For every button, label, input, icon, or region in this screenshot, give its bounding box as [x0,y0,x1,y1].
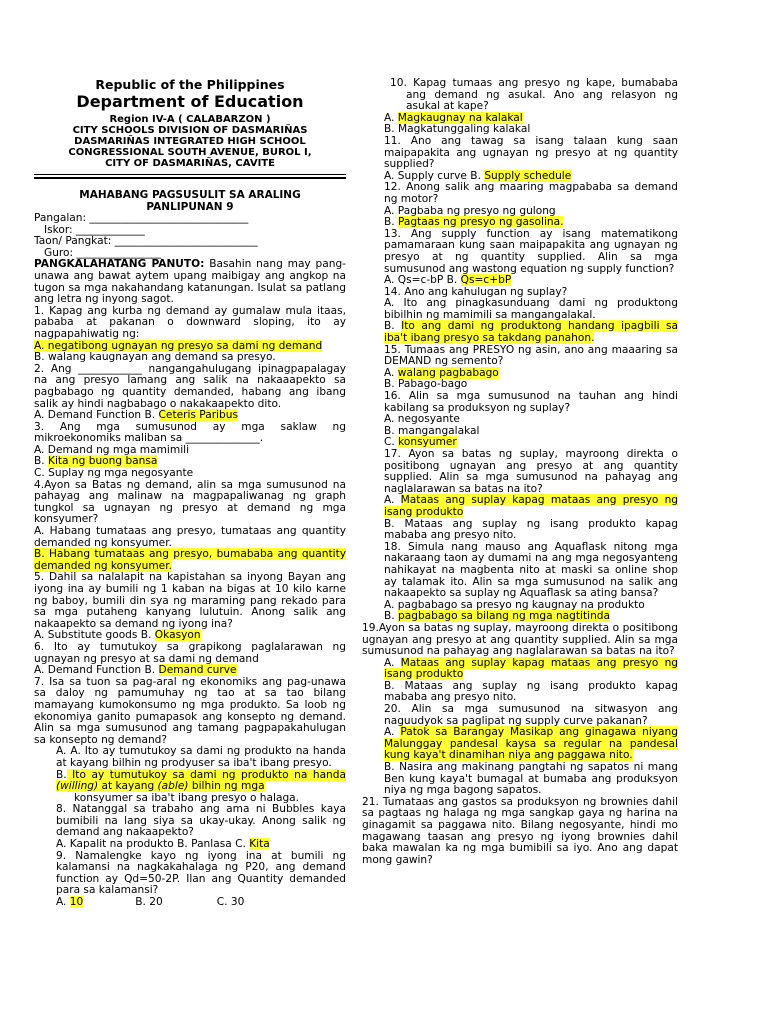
question-7-answer-b [34,770,346,793]
field-pangalan[interactable]: Pangalan: ______________________________ [34,212,249,224]
question-6: 6. Ito ay tumutukoy sa grapikong paglalarawan ng ugnayan ng presyo at sa dami ng demand [34,640,346,665]
question-6-answer-b: Demand curve [158,664,237,677]
question-16-answer-c: konsyumer [398,436,457,449]
question-7: 7. Isa sa tuon sa pag-aral ng ekonomiks ang pag-unawa sa daloy ng pamumuhay ng tao at sa tao bilang mamayang kumokonsumo ng mga produkto. Sa loob ng ekonomiya ganito pumapasok ang konsepto ng demand. Alin sa mga sumusunod ang tamang pagpapakahulugan sa konsepto ng demand? [34,675,346,746]
field-iskor[interactable]: Iskor: _____________ [44,223,145,236]
question-14-option-a: A. Ito ang pinagkasunduang dami ng produktong bibilhin ng mamimili sa mangangalakal. [384,297,678,321]
question-11-answer-b: Supply schedule [484,169,572,182]
question-21: 21. Tumataas ang gastos sa produksyon ng brownies dahil sa pagtaas ng halaga ng mga sangkap gaya ng harina na ginagamit sa paggawa nito. Bilang negosyante, hindi mo magawang taasan ang presyo ng iyong brownies dahil baka mawalan ka ng mga bumibili sa iyo. Ano ang dapat mong gawin? [362,795,678,866]
question-7-option-a: A. A. Ito ay tumutukoy sa dami ng produkto na handa at kayang bilhin ng prodyuser sa iba't ibang presyo. [56,745,346,769]
question-16-option-c-letter: C. [384,436,399,449]
question-12-option-b-letter: B. [384,216,399,229]
instructions-text: Basahin nang may pang-unawa ang bawat aytem upang maibigay ang angkop na tugon sa mga nakahandang katanungan. Isulat sa patlang ang letra ng inyong sagot. [34,258,346,306]
question-17: 17. Ayon sa batas ng suplay, mayroong direkta o positibong ugnayan ang presyo at ang quantity supplied. Alin sa mga sumusunod na pahayag ang naglalarawan sa batas na ito? [384,448,678,495]
question-12-answer-b: Pagtaas ng presyo ng gasolina. [398,216,564,229]
question-18: 18. Simula nang mauso ang Aquaflask nitong mga nakaraang taon ay dumami na ang mga negosyanteng nahikayat na magbenta nito at maski sa online shop ay talamak ito. Alin sa mga sumusunod na salik ang nakaapekto sa suplay ng Aquaflask sa ating bansa? [384,540,678,600]
question-18-option-b-letter: B. [384,610,399,623]
question-9-option-c: C. 30 [216,896,245,909]
question-3-option-c: C. Suplay ng mga negosyante [34,467,194,480]
question-15-answer-a: walang pagbabago [397,366,499,379]
question-12: 12. Anong salik ang maaring magpababa sa demand ng motor? [384,181,678,205]
field-guro[interactable]: Guro: ________________ [44,246,162,259]
question-13-option-a: A. Qs=c-bP B. [384,274,461,287]
question-9-option-a-letter: A. [56,896,70,909]
header-division: CITY SCHOOLS DIVISION OF DASMARIÑAS [72,125,308,136]
question-7-option-b-letter: B. [56,768,67,781]
question-7-answer-willing: (willing) [56,780,99,793]
question-2-answer-b: Ceteris Paribus [158,409,238,422]
question-20-option-b: B. Nasira ang makinang pangtahi ng sapatos ni mang Ben kung kaya't bumagal at bumaba ang produksyon niya ng mga bagong sapatos. [384,761,678,797]
question-15-option-b: B. Pabago-bago [384,378,468,391]
question-5-answer-b: Okasyon [154,629,201,642]
question-7-answer-able: (able) [157,780,189,793]
exam-title-1: MAHABANG PAGSUSULIT SA ARALING [79,189,301,201]
question-10-option-b: B. Magkatunggaling kalakal [384,123,531,136]
question-12-option-a: A. Pagbaba ng presyo ng gulong [384,204,556,217]
question-5-option-a: A. Substitute goods B. [34,629,155,642]
question-3: 3. Ang mga sumusunod ay mga saklaw ng mikroekonomiks maliban sa ______________. [34,420,346,445]
question-1-option-b: B. walang kaugnayan ang demand sa presyo. [34,351,276,364]
left-column [34,78,346,909]
question-16-option-b: B. mangangalakal [384,424,480,437]
header-republic: Republic of the Philippines [95,77,285,92]
question-13: 13. Ang supply function ay isang matematikong pamamaraan kung saan maipapakita ang ugnayan ng presyo at ng quantity supplied. Alin sa mga sumusunod ang wastong equation ng supply function? [384,227,678,275]
field-taon[interactable]: Taon/ Pangkat: ___________________________ [34,235,258,248]
header-region: Region IV-A ( CALABARZON ) [109,114,271,125]
question-2-option-a: A. Demand Function B. [34,409,159,422]
header-address: CONGRESSIONAL SOUTH AVENUE, BUROL I, [68,147,312,158]
question-1-answer-a: A. negatibong ugnayan ng presyo sa dami ng demand [34,339,323,352]
exam-title-2: PANLIPUNAN 9 [146,201,234,213]
question-9-option-b: B. 20 [135,896,163,909]
question-7-answer-text-1: Ito ay tumutukoy sa dami ng produkto na handa [66,768,346,781]
question-19: 19.Ayon sa batas ng suplay, mayroong direkta o positibong ugnayan ang presyo at ang quantity supplied. Alin sa mga sumusunod na pahayag ang naglalarawan sa batas na ito? [362,621,678,658]
question-13-answer-b: Qs=c+bP [460,274,512,287]
question-2-options [34,410,346,422]
question-4-option-a: A. Habang tumataas ang presyo, tumataas ang quantity demanded ng konsyumer. [34,525,346,549]
question-19-answer-a: Mataas ang suplay kapag mataas ang presyo ng isang produkto [384,656,679,681]
question-17-answer-a: Mataas ang suplay kapag mataas ang presyo ng isang produkto [384,494,679,518]
header-city: CITY OF DASMARIÑAS, CAVITE [105,158,275,169]
question-18-answer-b: pagbabago sa bilang ng mga nagtitinda [398,610,611,623]
question-2: 2. Ang ____________ nangangahulugang ipinagpapalagay na ang presyo lamang ang salik na nakaaapekto sa pagbabago ng quantity demanded, habang ang ibang salik ay hindi nagbabago o nakakaapekto dito. [34,362,346,410]
question-7-answer-text-3: bilhin ng mga [188,780,265,793]
question-14: 14. Ano ang kahulugan ng suplay? [384,285,568,298]
question-6-option-a: A. Demand Function B. [34,664,159,677]
question-10-answer-a: Magkaugnay na kalakal [397,111,523,124]
question-19-option-a-letter: A. [384,656,401,669]
question-8: 8. Natanggal sa trabaho ang ama ni Bubbles kaya bumibili na lang siya sa ukay-ukay. Anong salik ng demand ang nakaapekto? [56,803,346,839]
question-10: 10. Kapag tumaas ang presyo ng kape, bumababa ang demand ng asukal. Ano ang relasyon ng asukal at kape? [390,77,678,113]
question-3-option-a: A. Demand ng mga mamimili [34,443,190,456]
question-20-answer-a: Patok sa Barangay Masikap ang ginagawa niyang Malunggay pandesal kaysa sa regular na pandesal kung kaya't dinamihan niya ang paggawa nito. [384,726,678,762]
header-rule-thick [34,177,346,179]
question-1: 1. Kapag ang kurba ng demand ay gumalaw mula itaas, pababa at pakanan o downward sloping, ito ay nagpapahiwatig ng: [34,304,346,340]
question-19-option-b: B. Mataas ang suplay ng isang produkto kapag mababa ang presyo nito. [384,679,678,704]
question-16-option-a: A. negosyante [384,413,460,426]
question-8-options: A. Kapalit na produkto B. Panlasa C. [56,838,250,851]
question-14-answer-b: Ito ang dami ng produktong handang ipagbili sa iba't ibang presyo sa takdang panahon. [384,320,678,345]
header-rule [34,174,346,175]
question-3-option-b-letter: B. [34,455,49,468]
question-11-option-a: A. Supply curve B. [384,169,485,182]
question-5: 5. Dahil sa nalalapit na kapistahan sa inyong Bayan ang iyong ina ay bumili ng 1 kaban na bigas at 10 kilo karne ng baboy, bumili din sya ng maraming pang rekado para sa mga putaheng kanyang lulutuin. Anong salik ang nakaapekto sa demand ng iyong ina? [34,571,346,630]
header-school: DASMARIÑAS INTEGRATED HIGH SCHOOL [74,136,306,147]
question-17-option-b: B. Mataas ang suplay ng isang produkto kapag mababa ang presyo nito. [384,517,678,542]
question-20: 20. Alin sa mga sumusunod na sitwasyon ang naguudyok sa paglipat ng supply curve pakanan? [384,703,678,727]
question-4-answer-b: B. Habang tumataas ang presyo, bumababa ang quantity demanded ng konsyumer. [34,548,346,572]
question-15: 15. Tumaas ang PRESYO ng asin, ano ang maaaring sa DEMAND ng semento? [384,343,678,368]
question-7-option-b-cont: konsyumer sa iba't ibang presyo o halaga. [74,791,300,804]
question-4: 4.Ayon sa Batas ng demand, alin sa mga sumusunod na pahayag ang malinaw na magpapaliwanag ng graph tungkol sa ugnayan ng presyo at demand ng mga konsyumer? [34,478,346,526]
right-column [362,77,679,866]
question-18-option-a: A. pagbabago sa presyo ng kaugnay na produkto [384,598,645,611]
question-9-answer-a: 10 [69,896,84,909]
question-9: 9. Namalengke kayo ng iyong ina at bumili ng kalamansi na nagkakahalaga ng P20, ang demand function ay Qd=50-2P. Ilan ang Quantity demanded para sa kalamansi? [56,849,346,897]
question-17-option-a-letter: A. [384,494,401,507]
question-8-answer-c: Kita [249,838,270,851]
question-16: 16. Alin sa mga sumusunod na tauhan ang hindi kabilang sa produksyon ng suplay? [384,390,678,414]
question-11: 11. Ano ang tawag sa isang talaan kung saan maipapakita ang ugnayan ng presyo at ng quantity supplied? [384,134,678,171]
question-14-option-b-letter: B. [384,320,402,333]
instructions [34,259,346,305]
question-20-option-a-letter: A. [384,726,401,739]
question-15-option-a-letter: A. [384,366,398,379]
header-department: Department of Education [76,92,304,111]
question-7-answer-text-2: at kayang [98,780,158,793]
question-10-option-a-letter: A. [384,111,398,124]
question-3-answer-b: Kita ng buong bansa [48,455,158,468]
instructions-label: PANGKALAHATANG PANUTO: [34,258,205,271]
